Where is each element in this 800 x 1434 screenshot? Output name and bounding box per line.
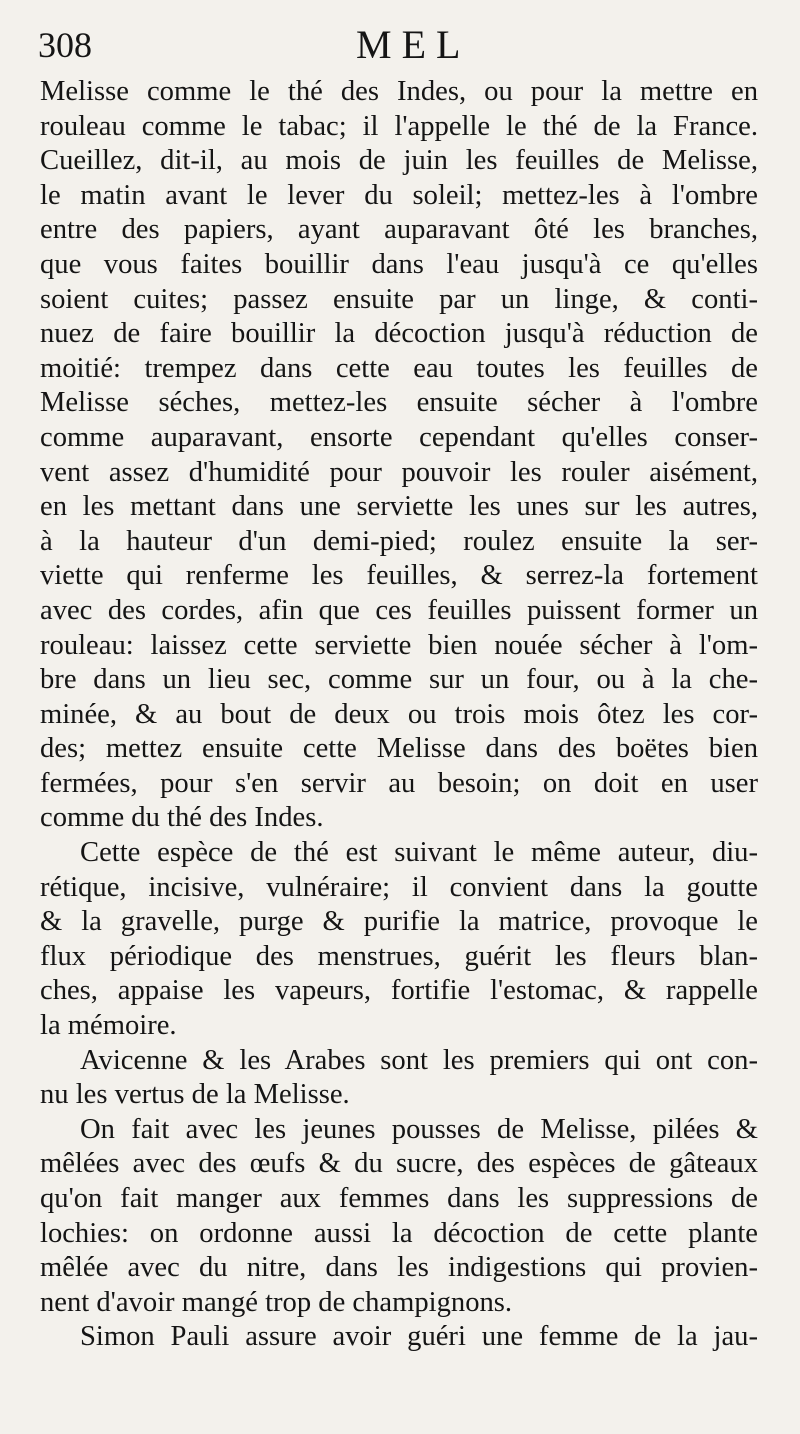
body-text [40,75,758,1355]
text-line: nu les vertus de la Melisse. [40,1079,350,1111]
text-line: des; mettez ensuite cette Melisse dans des boëtes bien [40,733,758,765]
text-line: comme du thé des Indes. [40,802,324,834]
text-line: entre des papiers, ayant auparavant ôté les branches, [40,214,758,246]
text-line: mêlées avec des œufs & du sucre, des espèces de gâteaux [40,1148,758,1180]
text-line: moitié: trempez dans cette eau toutes les feuilles de [40,352,758,384]
text-line: flux périodique des menstrues, guérit les fleurs blan- [40,940,758,972]
paragraph [40,1113,758,1321]
text-line: bre dans un lieu sec, comme sur un four, ou à la che- [40,664,758,696]
text-line: Melisse séches, mettez-les ensuite sécher à l'ombre [40,387,758,419]
text-line: rouleau comme le tabac; il l'appelle le thé de la France. [40,110,758,142]
text-line: rouleau: laissez cette serviette bien nouée sécher à l'om- [40,629,758,661]
text-line: & la gravelle, purge & purifie la matrice, provoque le [40,906,758,938]
text-line: nuez de faire bouillir la décoction jusqu'à réduction de [40,318,758,350]
text-line: Simon Pauli assure avoir guéri une femme de la jau- [80,1321,758,1353]
text-line: Cueillez, dit-il, au mois de juin les feuilles de Melisse, [40,145,758,177]
text-line: ches, appaise les vapeurs, fortifie l'estomac, & rappelle [40,975,758,1007]
text-line: à la hauteur d'un demi-pied; roulez ensuite la ser- [40,525,758,557]
text-line: minée, & au bout de deux ou trois mois ôtez les cor- [40,698,758,730]
page-number: 308 [38,25,92,65]
page-header [38,22,798,72]
text-line: avec des cordes, afin que ces feuilles puissent former un [40,594,758,626]
text-line: lochies: on ordonne aussi la décoction de cette plante [40,1217,758,1249]
text-line: le matin avant le lever du soleil; mettez-les à l'ombre [40,179,758,211]
text-line: vent assez d'humidité pour pouvoir les rouler aisément, [40,456,758,488]
text-line: rétique, incisive, vulnéraire; il convient dans la goutte [40,871,758,903]
text-line: viette qui renferme les feuilles, & serrez-la fortement [40,560,758,592]
text-line: mêlée avec du nitre, dans les indigestions qui provien- [40,1252,758,1284]
text-line: comme auparavant, ensorte cependant qu'elles conser- [40,421,758,453]
text-line: soient cuites; passez ensuite par un linge, & conti- [40,283,758,315]
running-head: MEL [356,22,471,67]
text-line: en les mettant dans une serviette les unes sur les autres, [40,491,758,523]
text-line: Melisse comme le thé des Indes, ou pour la mettre en [40,76,758,107]
text-line: Cette espèce de thé est suivant le même auteur, diu- [80,837,758,869]
paragraph [40,75,758,836]
text-line: que vous faites bouillir dans l'eau jusqu'à ce qu'elles [40,248,758,280]
paragraph [40,836,758,1044]
paragraph [40,1044,758,1113]
text-line: la mémoire. [40,1010,177,1042]
text-line: Avicenne & les Arabes sont les premiers qui ont con- [80,1044,758,1076]
text-line: On fait avec les jeunes pousses de Melisse, pilées & [80,1113,758,1145]
paragraph [40,1320,758,1355]
text-line: nent d'avoir mangé trop de champignons. [40,1286,513,1318]
text-line: qu'on fait manger aux femmes dans les suppressions de [40,1183,758,1214]
text-line: fermées, pour s'en servir au besoin; on doit en user [40,767,758,799]
